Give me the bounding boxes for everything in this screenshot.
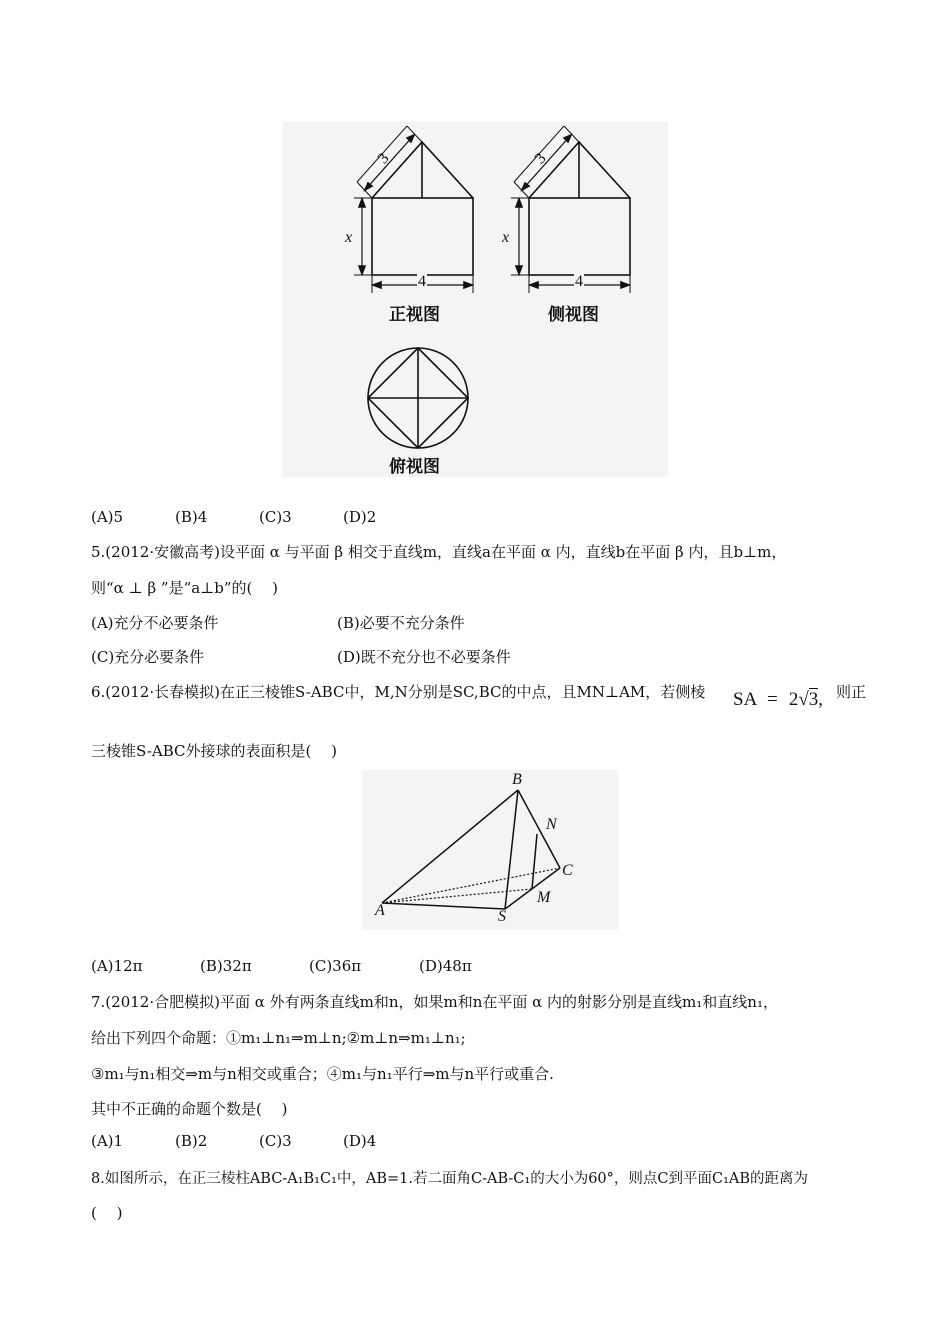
q7-option-d: (D)4 (343, 1132, 377, 1150)
q6-formula: SA = 2√3, (733, 689, 823, 710)
q6-option-b: (B)32π (200, 957, 252, 975)
q6-stem-tail: 则正 (836, 683, 867, 701)
q6-option-c: (C)36π (309, 957, 362, 975)
q6-option-d: (D)48π (419, 957, 472, 975)
vertex-label-s: S (498, 908, 506, 925)
edge-ab (382, 790, 518, 903)
three-view-figure (283, 122, 668, 477)
q5-option-a: (A)充分不必要条件 (91, 614, 219, 632)
formula-radicand: 3 (808, 689, 819, 710)
q8-stem-line1: 8.如图所示，在正三棱柱ABC-A₁B₁C₁中，AB=1.若二面角C-AB-C₁的大小为60°，则点C到平面C₁AB的距离为 (91, 1171, 809, 1187)
q7-stem-line2: 给出下列四个命题：①m₁⊥n₁⇒m⊥n;②m⊥n⇒m₁⊥n₁; (91, 1029, 466, 1047)
side-width-dim-label: 4 (575, 273, 583, 290)
front-width-dim-label: 4 (418, 273, 426, 290)
q4-option-b: (B)4 (175, 508, 208, 526)
q7-stem-line1: 7.(2012·合肥模拟)平面 α 外有两条直线m和n，如果m和n在平面 α 内的射影分别是直线m₁和直线n₁， (91, 993, 778, 1011)
q6-option-a: (A)12π (91, 957, 143, 975)
q5-stem-line2: 则“α ⊥ β ”是“a⊥b”的( ) (91, 579, 279, 597)
vertex-label-c: C (562, 862, 573, 879)
front-slant-dim-label: 3 (374, 150, 393, 168)
segment-mn (532, 834, 537, 889)
q7-option-a: (A)1 (91, 1132, 124, 1150)
top-view-caption: 俯视图 (389, 457, 440, 477)
side-view-rect (529, 198, 630, 275)
tetrahedron-drawing (362, 770, 618, 930)
q4-option-c: (C)3 (259, 508, 292, 526)
q4-option-d: (D)2 (343, 508, 377, 526)
side-view-caption: 侧视图 (548, 305, 599, 325)
q7-option-b: (B)2 (175, 1132, 208, 1150)
q7-stem-line3: ③m₁与n₁相交⇒m与n相交或重合；④m₁与n₁平行⇒m与n平行或重合. (91, 1065, 554, 1083)
formula-coefficient: 2 (788, 689, 799, 710)
q5-option-d: (D)既不充分也不必要条件 (337, 648, 511, 666)
q8-stem-line2: ( ) (91, 1204, 123, 1222)
q5-option-b: (B)必要不充分条件 (337, 614, 465, 632)
formula-lhs: SA (733, 689, 761, 710)
vertex-label-b: B (512, 771, 522, 788)
side-height-dim-label: x (502, 229, 510, 246)
q4-option-a: (A)5 (91, 508, 124, 526)
point-label-n: N (546, 816, 557, 833)
q5-stem-line1: 5.(2012·安徽高考)设平面 α 与平面 β 相交于直线m，直线a在平面 α 内，直线b在平面 β 内，且b⊥m， (91, 543, 787, 561)
q6-stem-line2: 三棱锥S-ABC外接球的表面积是( ) (91, 742, 337, 760)
edge-as (382, 903, 505, 909)
q6-stem-line1: 6.(2012·长春模拟)在正三棱锥S-ABC中，M,N分别是SC,BC的中点，且MN⊥AM，若侧棱 (91, 683, 706, 701)
q7-option-c: (C)3 (259, 1132, 292, 1150)
three-view-drawing (283, 122, 668, 477)
tetrahedron-figure (362, 770, 618, 930)
front-view-caption: 正视图 (389, 305, 440, 325)
formula-equals: = (767, 689, 778, 710)
sqrt-icon: √ (798, 689, 809, 710)
segment-am-hidden (382, 889, 532, 903)
point-label-m: M (537, 889, 551, 906)
side-slant-dim-label: 3 (531, 150, 550, 168)
front-height-dim-label: x (345, 229, 353, 246)
vertex-label-a: A (375, 902, 385, 919)
q5-option-c: (C)充分必要条件 (91, 648, 205, 666)
q7-stem-line4: 其中不正确的命题个数是( ) (91, 1100, 288, 1118)
front-view-rect (372, 198, 473, 275)
